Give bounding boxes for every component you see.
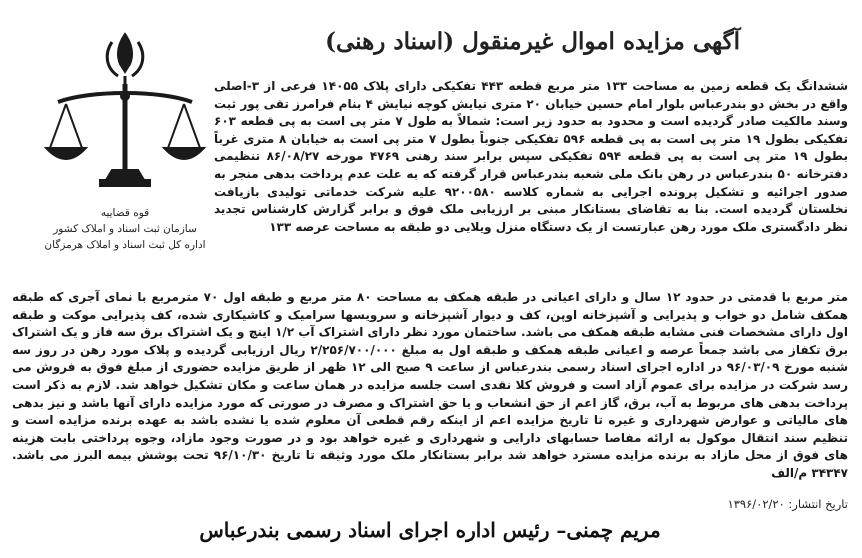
caption-department: اداره کل ثبت اسناد و املاک هرمزگان (44, 239, 206, 251)
emblem-caption (40, 205, 210, 253)
notice-body-upper: ششدانگ یک قطعه زمین به مساحت ۱۳۳ متر مربع قطعه ۴۴۳ تفکیکی دارای پلاک ۱۴۰۵۵ فرعی از ۳-اصلی واقع در بخش دو بندرعباس بلوار امام حسین خیابان ۲۰ متری نیایش کوچه نیایش ۴ بنام فرامرز تقی پور ثبت وسند مالکیت صادر گردیده است و محدود به حدود زیر است: شمالاً به طول ۷ متر پی است به پی قطعه ۶۰۳ تفکیکی بطول ۱۹ متر پی است به پی قطعه ۵۹۶ تفکیکی جنوباً بطول ۷ متر پی است به خیابان ۸ متری غرباً بطول ۱۹ متر پی است به پی قطعه ۵۹۴ تفکیکی سپس برابر سند رهنی ۴۷۶۹ مورخه ۸۶/۰۸/۲۷ تنظیمی دفترخانه ۵۰ بندرعباس در رهن بانک ملی شعبه بندرعباس قرار گرفته که به علت عدم پرداخت بدهی منجر به صدور اجرائیه و تشکیل پرونده اجرایی به شماره کلاسه ۹۲۰۰۵۸۰ علیه شرکت خدماتی تولیدی بازیافت نخلستان گردیده است. بنا به تقاضای بستانکار مبنی بر ارزیابی ملک فوق و برابر گزارش کارشناس تجدید نظر دادگستری ملک مورد رهن عبارتست از یک دستگاه منزل ویلایی دو طبقه به مساحت عرصه ۱۳۳ (214, 79, 849, 234)
caption-organization: سازمان ثبت اسناد و املاک کشور (53, 223, 197, 235)
judiciary-logo (40, 20, 210, 270)
notice-title: آگهی مزایده اموال غیرمنقول (اسناد رهنی) (325, 28, 740, 55)
publish-date: تاریخ انتشار: ۱۳۹۶/۰۲/۲۰ (727, 497, 848, 511)
scales-of-justice-icon (40, 20, 210, 205)
notice-body-lower: متر مربع با قدمتی در حدود ۱۲ سال و دارای اعیانی در طبقه همکف به مساحت ۸۰ متر مربع و طبقه اول ۷۰ مترمربع با نمای آجری که طبقه همکف شامل دو خواب و پذیرایی و آشپزخانه اوپن، کف و دیوار آشپزخانه و سرویسها سرامیک و کاشیکاری شده، کف پذیرایی موکت و طبقه اول دارای مشخصات فنی مشابه طبقه همکف می باشد. ساختمان مورد نظر دارای اشتراک آب ۱/۲ اینچ و یک اشتراک برق سه فاز و یک اشتراک برق تکفاز می باشد جمعاً عرصه و اعیانی طبقه همکف و طبقه اول به مبلغ ۲/۲۵۶/۷۰۰/۰۰۰ ریال ارزیابی گردیده و پلاک مورد رهن در روز سه شنبه مورخ ۹۶/۰۳/۰۹ در اداره اجرای اسناد رسمی بندرعباس از ساعت ۹ صبح الی ۱۲ ظهر از طریق مزایده حضوری از مبلغ فوق به فروش می رسد شرکت در مزایده برای عموم آزاد است و فروش کلا نقدی است جلسه مزایده در همان ساعت و مکان تشکیل خواهد شد. لازم به ذکر است پرداخت بدهی های مربوط به آب، برق، گاز اعم از حق انشعاب و یا حق اشتراک و مصرف در صورتی که مورد مزایده دارای آنها باشد و نیز بدهی های مالیاتی و عوارض شهرداری و غیره تا تاریخ مزایده اعم از اینکه رقم قطعی آن معلوم شده یا نشده باشد به عهده برنده مزایده است و تنظیم سند انتقال موکول به ارائه مفاصا حسابهای دارایی و شهرداری و غیره خواهد بود و در صورت وجود مازاد، وجوه پرداختی بابت هزینه های فوق از محل مازاد به برنده مزایده مسترد خواهد شد برابر بستانکار ملک مورد وثیقه تا تاریخ ۹۶/۱۰/۳۰ تحت پوشش بیمه البرز می باشد. ۳۴۳۴۷ م/الف (12, 290, 849, 480)
caption-judiciary: قوه قضاییه (100, 207, 150, 219)
signature: مریم چمنی– رئیس اداره اجرای اسناد رسمی بندرعباس (199, 518, 661, 542)
